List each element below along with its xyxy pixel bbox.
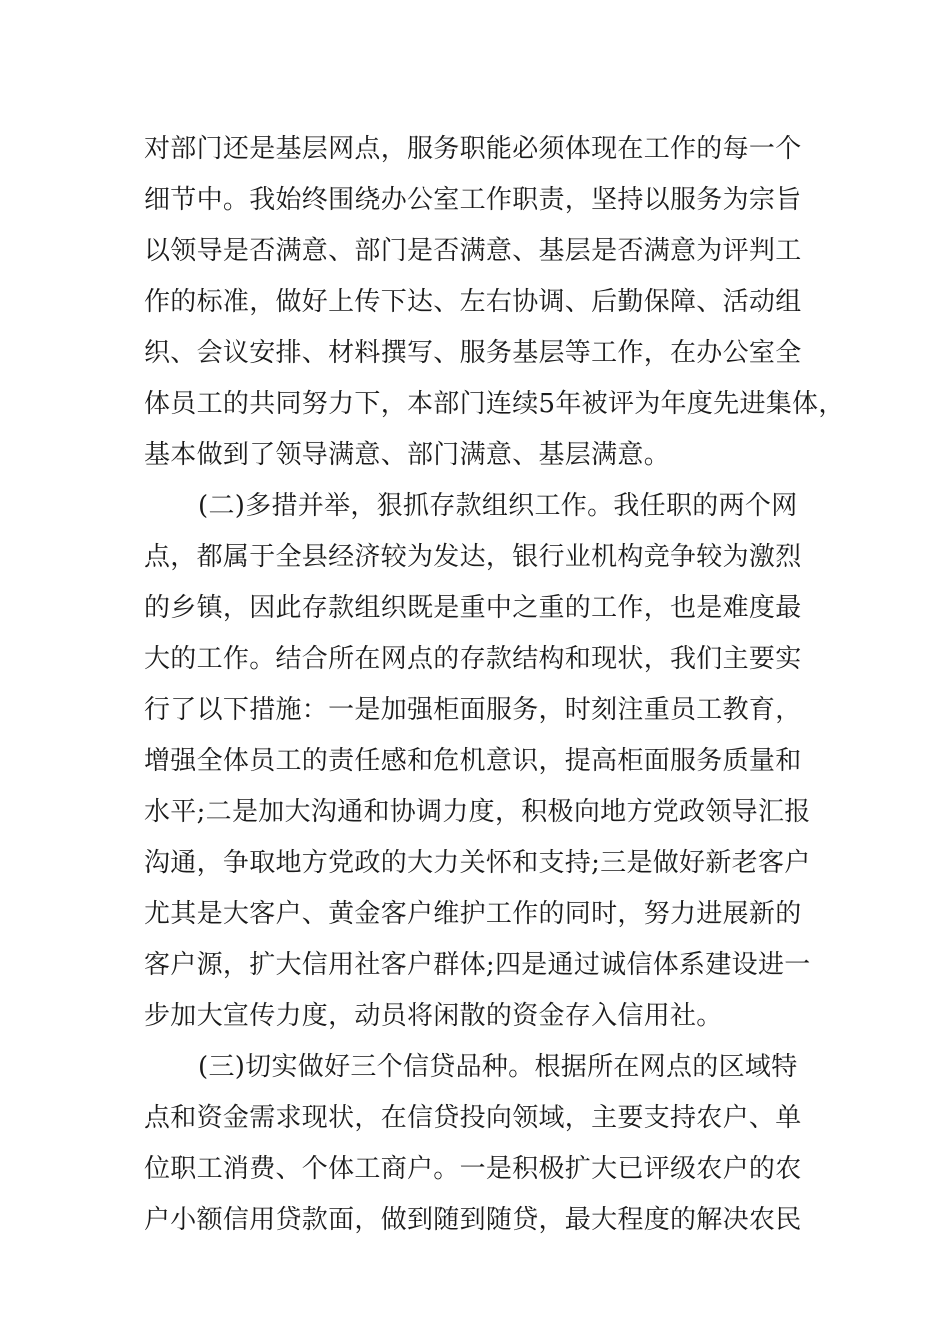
text-line: 细节中。我始终围绕办公室工作职责，坚持以服务为宗旨 <box>144 185 802 215</box>
text-line: 对部门还是基层网点，服务职能必须体现在工作的每一个 <box>144 134 802 164</box>
text-line: 客户源，扩大信用社客户群体;四是通过诚信体系建设进一 <box>144 950 811 980</box>
text-line: 体员工的共同努力下，本部门连续5年被评为年度先进集体， <box>144 389 845 419</box>
text-line: 以领导是否满意、部门是否满意、基层是否满意为评判工 <box>144 236 802 266</box>
text-line: 点和资金需求现状，在信贷投向领域，主要支持农户、单 <box>144 1103 802 1133</box>
text-line: 步加大宣传力度，动员将闲散的资金存入信用社。 <box>144 1001 723 1031</box>
text-line: 织、会议安排、材料撰写、服务基层等工作，在办公室全 <box>144 338 802 368</box>
text-line: 水平;二是加大沟通和协调力度，积极向地方党政领导汇报 <box>144 797 811 827</box>
text-line: 作的标准，做好上传下达、左右协调、后勤保障、活动组 <box>144 287 802 317</box>
text-line: 增强全体员工的责任感和危机意识，提高柜面服务质量和 <box>144 746 802 776</box>
text-line: 沟通，争取地方党政的大力关怀和支持;三是做好新老客户 <box>144 848 811 878</box>
paragraph-start-line: (三)切实做好三个信贷品种。根据所在网点的区域特 <box>198 1052 798 1082</box>
text-line: 位职工消费、个体工商户。一是积极扩大已评级农户的农 <box>144 1154 802 1184</box>
body-text <box>144 124 845 1246</box>
text-line: 的乡镇，因此存款组织既是重中之重的工作，也是难度最 <box>144 593 802 623</box>
text-line: 尤其是大客户、黄金客户维护工作的同时，努力进展新的 <box>144 899 802 929</box>
text-line: 点，都属于全县经济较为发达，银行业机构竞争较为激烈 <box>144 542 802 572</box>
text-line: 户小额信用贷款面，做到随到随贷，最大程度的解决农民 <box>144 1205 802 1235</box>
text-line: 行了以下措施：一是加强柜面服务，时刻注重员工教育， <box>144 695 802 725</box>
paragraph-start-line: (二)多措并举，狠抓存款组织工作。我任职的两个网 <box>198 491 798 521</box>
text-line: 大的工作。结合所在网点的存款结构和现状，我们主要实 <box>144 644 802 674</box>
text-line: 基本做到了领导满意、部门满意、基层满意。 <box>144 440 671 470</box>
